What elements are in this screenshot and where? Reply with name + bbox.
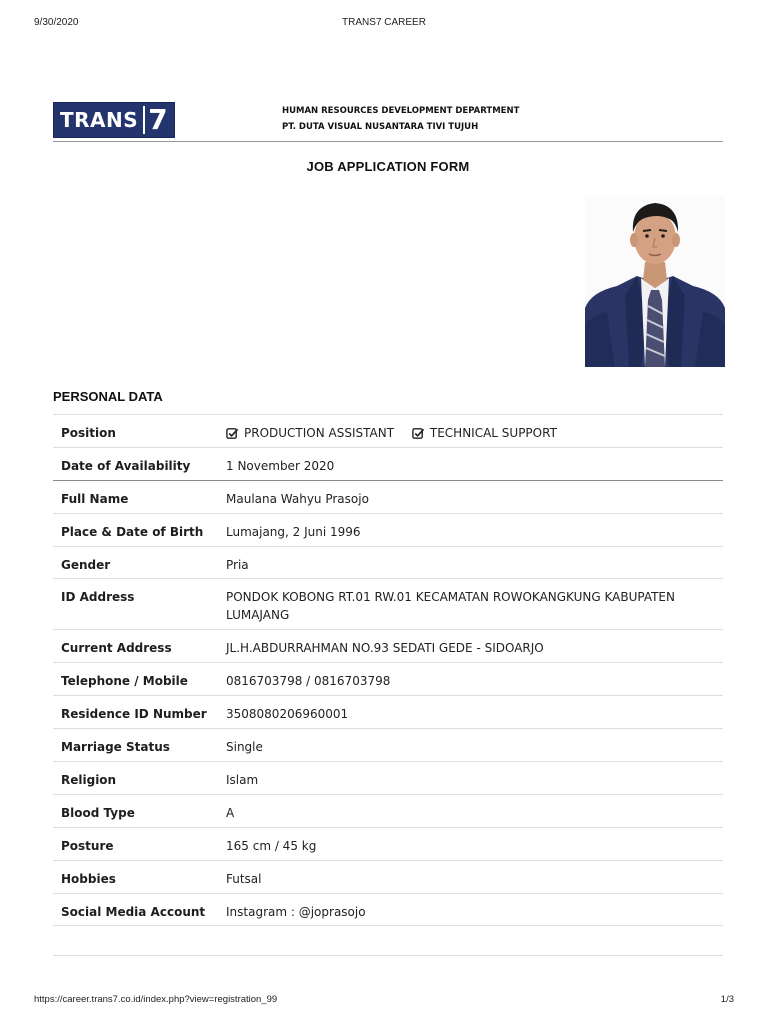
bottom-divider: [53, 955, 723, 956]
row-label: Religion: [53, 762, 226, 795]
applicant-photo: [585, 196, 725, 367]
trans7-logo: [53, 102, 175, 138]
row-label: Current Address: [53, 630, 226, 663]
row-value: 0816703798 / 0816703798: [226, 663, 723, 696]
position-choices: [226, 415, 723, 448]
row-label: Position: [53, 415, 226, 448]
print-url: https://career.trans7.co.id/index.php?view=registration_99: [34, 994, 278, 1005]
table-row: [53, 795, 723, 828]
row-label: Posture: [53, 828, 226, 861]
table-row: [53, 579, 723, 630]
applicant-photo-icon: [585, 196, 725, 367]
row-label: Blood Type: [53, 795, 226, 828]
table-row: [53, 828, 723, 861]
row-value: 3508080206960001: [226, 696, 723, 729]
table-row: [53, 630, 723, 663]
checked-box-icon: [412, 427, 425, 440]
table-row: [53, 663, 723, 696]
row-value: Single: [226, 729, 723, 762]
row-label: ID Address: [53, 579, 226, 630]
row-value: Instagram : @joprasojo: [226, 894, 723, 926]
print-title: TRANS7 CAREER: [342, 17, 426, 28]
position-choice: [226, 424, 394, 442]
checked-box-icon: [226, 427, 239, 440]
row-value: Futsal: [226, 861, 723, 894]
department-name: HUMAN RESOURCES DEVELOPMENT DEPARTMENT: [282, 106, 520, 116]
form-title: JOB APPLICATION FORM: [306, 159, 470, 174]
table-row: [53, 729, 723, 762]
row-value: Lumajang, 2 Juni 1996: [226, 514, 723, 547]
print-page-number: 1/3: [720, 994, 734, 1005]
table-row: [53, 894, 723, 926]
organization-header: [282, 104, 519, 136]
table-row: [53, 415, 723, 448]
print-date: 9/30/2020: [34, 17, 79, 28]
row-value: Islam: [226, 762, 723, 795]
row-label: Marriage Status: [53, 729, 226, 762]
row-value: A: [226, 795, 723, 828]
logo-text: TRANS: [60, 108, 139, 132]
position-choice: [412, 424, 557, 442]
table-row: [53, 861, 723, 894]
table-row: [53, 547, 723, 579]
personal-data-title: PERSONAL DATA: [53, 389, 163, 404]
company-name: PT. DUTA VISUAL NUSANTARA TIVI TUJUH: [282, 122, 479, 132]
table-row: [53, 514, 723, 547]
position-choice-label: PRODUCTION ASSISTANT: [244, 426, 395, 440]
table-row: [53, 481, 723, 514]
row-label: Date of Availability: [53, 448, 226, 481]
row-label: Hobbies: [53, 861, 226, 894]
row-value: 165 cm / 45 kg: [226, 828, 723, 861]
table-row: [53, 448, 723, 481]
personal-data-table: [53, 414, 723, 926]
row-label: Social Media Account: [53, 894, 226, 926]
row-label: Telephone / Mobile: [53, 663, 226, 696]
row-value: PONDOK KOBONG RT.01 RW.01 KECAMATAN ROWOKANGKUNG KABUPATEN LUMAJANG: [226, 579, 723, 630]
position-choice-label: TECHNICAL SUPPORT: [429, 426, 557, 440]
table-row: [53, 696, 723, 729]
row-value: Pria: [226, 547, 723, 579]
row-label: Residence ID Number: [53, 696, 226, 729]
table-row: [53, 762, 723, 795]
row-value: JL.H.ABDURRAHMAN NO.93 SEDATI GEDE - SIDOARJO: [226, 630, 723, 663]
header-divider: [53, 141, 723, 142]
logo-number: 7: [148, 103, 168, 136]
row-value: 1 November 2020: [226, 448, 723, 481]
row-label: Place & Date of Birth: [53, 514, 226, 547]
row-label: Gender: [53, 547, 226, 579]
row-value: Maulana Wahyu Prasojo: [226, 481, 723, 514]
row-label: Full Name: [53, 481, 226, 514]
logo-divider: [143, 106, 145, 134]
